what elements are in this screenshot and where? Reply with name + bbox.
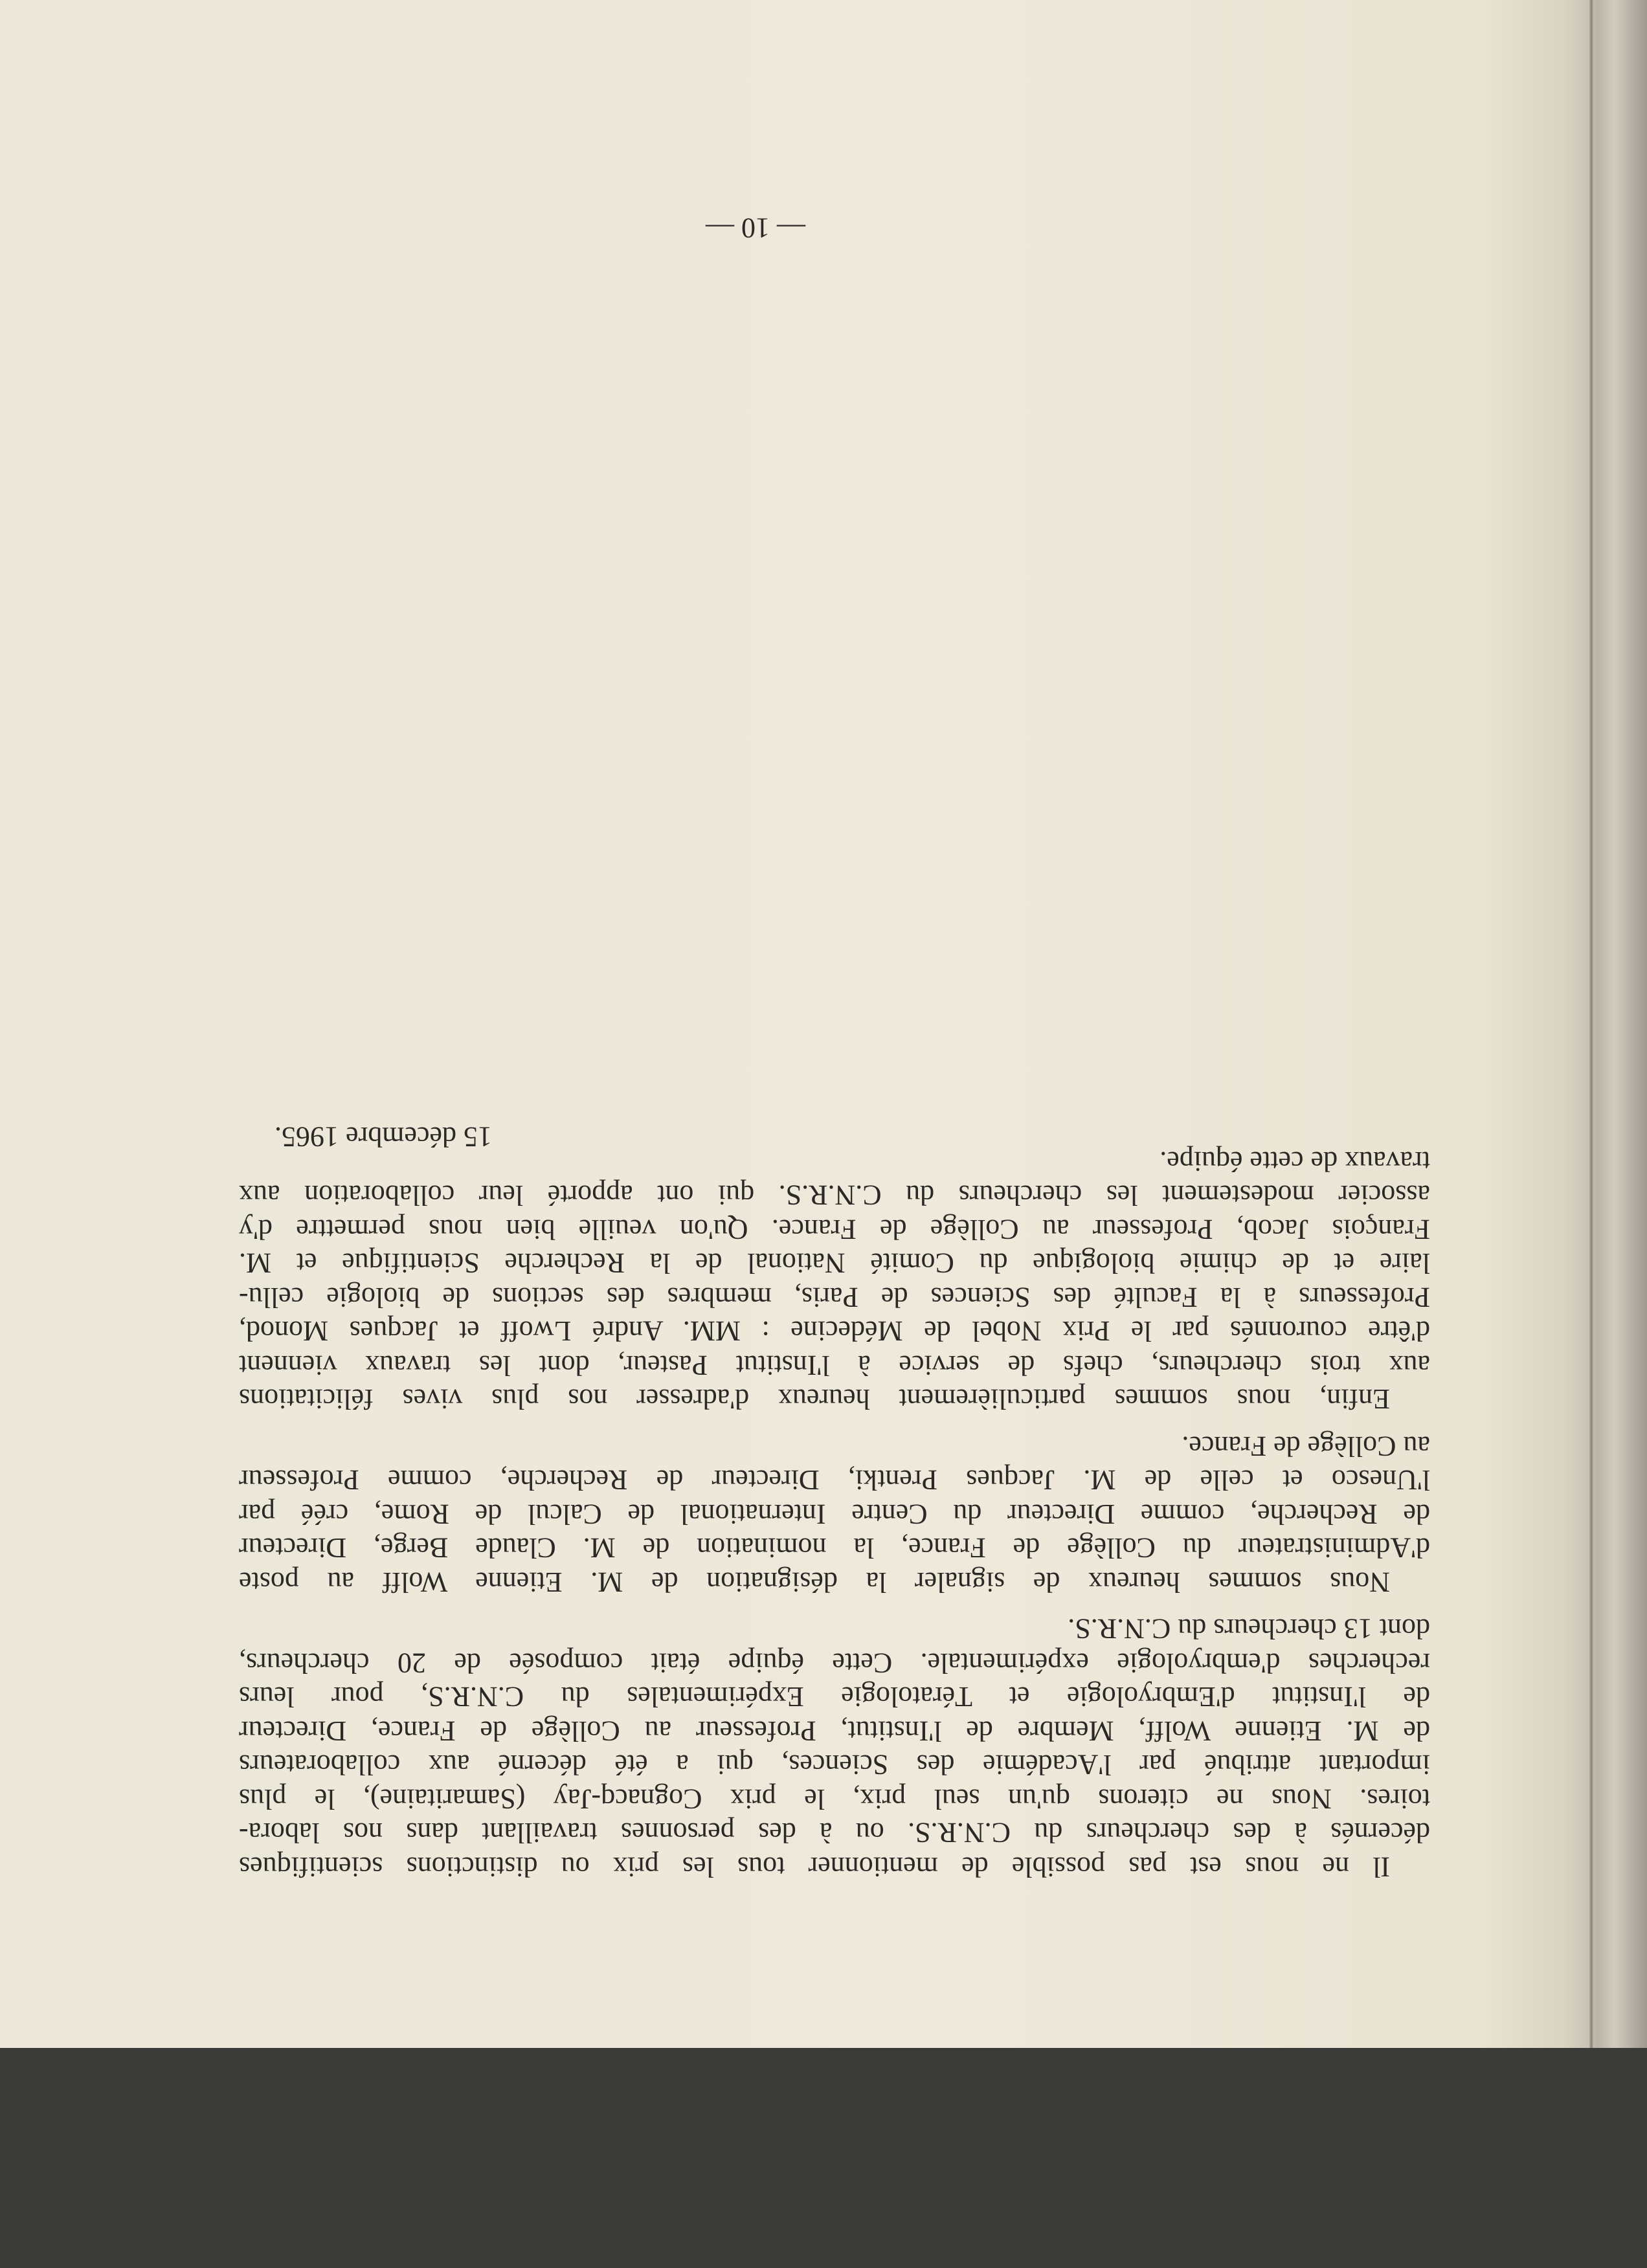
paragraph-nobel: [239, 1144, 1430, 1416]
text-line: Nous sommes heureux de signaler la désignation de M. Etienne Wolff au poste: [239, 1566, 1390, 1598]
text-line: d'Administrateur du Collège de France, la nomination de M. Claude Berge, Directeur: [239, 1532, 1430, 1564]
text-line: de Recherche, comme Directeur du Centre International de Calcul de Rome, créé par: [239, 1498, 1430, 1530]
text-line: aux trois chercheurs, chefs de service à l'Institut Pasteur, dont les travaux viennent: [239, 1350, 1430, 1381]
text-line: François Jacob, Professeur au Collège de France. Qu'on veuille bien nous permettre d'y: [239, 1214, 1430, 1245]
text-line: associer modestement les chercheurs du C.N.R.S. qui ont apporté leur collaboration aux: [239, 1179, 1430, 1212]
date: 15 décembre 1965.: [274, 1121, 492, 1153]
page-number: — 10 —: [706, 212, 805, 244]
text-line: recherches d'embryologie expérimentale. Cette équipe était composée de 20 chercheurs,: [239, 1647, 1430, 1679]
text-line: Enfin, nous sommes particulièrement heureux d'adresser nos plus vives félicitations: [239, 1383, 1390, 1416]
body-text: [239, 1131, 1430, 1884]
text-line: de M. Etienne Wolff, Membre de l'Institut, Professeur au Collège de France, Directeur: [239, 1715, 1430, 1747]
text-line: Il ne nous est pas possible de mentionner tous les prix ou distinctions scientifiques: [239, 1851, 1390, 1883]
text-line: Professeurs à la Faculté des Sciences de Paris, membres des sections de biologie cellu-: [239, 1282, 1430, 1313]
text-line: de l'Institut d'Embryologie et Tératologie Expérimentales du C.N.R.S, pour leurs: [239, 1681, 1430, 1713]
text-line: toires. Nous ne citerons qu'un seul prix, le prix Cognacq-Jay (Samaritaine), le plus: [239, 1783, 1430, 1815]
text-line: au Collège de France.: [1182, 1430, 1430, 1462]
text-line: travaux de cette équipe.: [1160, 1146, 1430, 1177]
text-line: d'être couronnés par le Prix Nobel de Médecine : MM. André Lwoff et Jacques Monod,: [239, 1315, 1430, 1348]
text-line: important attribué par l'Académie des Sciences, qui a été décerné aux collaborateurs: [239, 1749, 1430, 1781]
text-line: dont 13 chercheurs du C.N.R.S.: [1068, 1613, 1430, 1645]
text-line: l'Unesco et celle de M. Jacques Prentki, Directeur de Recherche, comme Professeur: [239, 1464, 1430, 1496]
text-line: décernés à des chercheurs du C.N.R.S. ou à des personnes travaillant dans nos labora-: [239, 1817, 1430, 1849]
text-line: laire et de chimie biologique du Comité National de la Recherche Scientifique et M.: [239, 1247, 1430, 1280]
paragraph-appointments: [239, 1429, 1430, 1599]
paragraph-prizes: [239, 1612, 1430, 1884]
